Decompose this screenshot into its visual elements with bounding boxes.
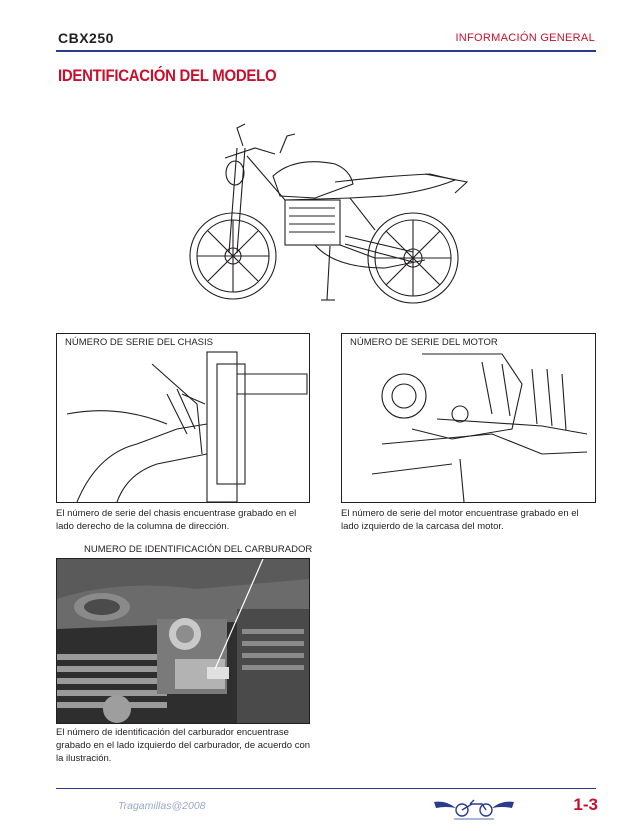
motorcycle-illustration — [185, 118, 475, 318]
chassis-label: NÚMERO DE SERIE DEL CHASIS — [65, 337, 213, 348]
footer-divider — [56, 788, 596, 789]
page-title: IDENTIFICACIÓN DEL MODELO — [58, 66, 277, 85]
winged-motorcycle-logo-icon — [432, 796, 516, 822]
header-divider — [56, 50, 596, 52]
engine-photo-panel — [341, 333, 596, 503]
carburetor-photo-panel — [56, 558, 310, 724]
engine-caption: El número de serie del motor encuentrase grabado en el lado izquierdo de la carcasa del motor. — [341, 508, 579, 532]
carburetor-caption: El número de identificación del carburador encuentrase grabado en el lado izquierdo del carburador, de acuerdo con la ilustración. — [56, 727, 311, 764]
model-name: CBX250 — [58, 30, 114, 46]
section-title: INFORMACIÓN GENERAL — [455, 32, 595, 44]
chassis-caption: El número de serie del chasis encuentrase grabado en el lado derecho de la columna de dirección. — [56, 508, 297, 532]
chassis-photo-panel — [56, 333, 310, 503]
footer-credit: Tragamillas@2008 — [118, 800, 206, 812]
carburetor-label: NUMERO DE IDENTIFICACIÓN DEL CARBURADOR — [84, 544, 313, 555]
page-number: 1-3 — [573, 795, 598, 814]
engine-label: NÚMERO DE SERIE DEL MOTOR — [350, 337, 498, 348]
